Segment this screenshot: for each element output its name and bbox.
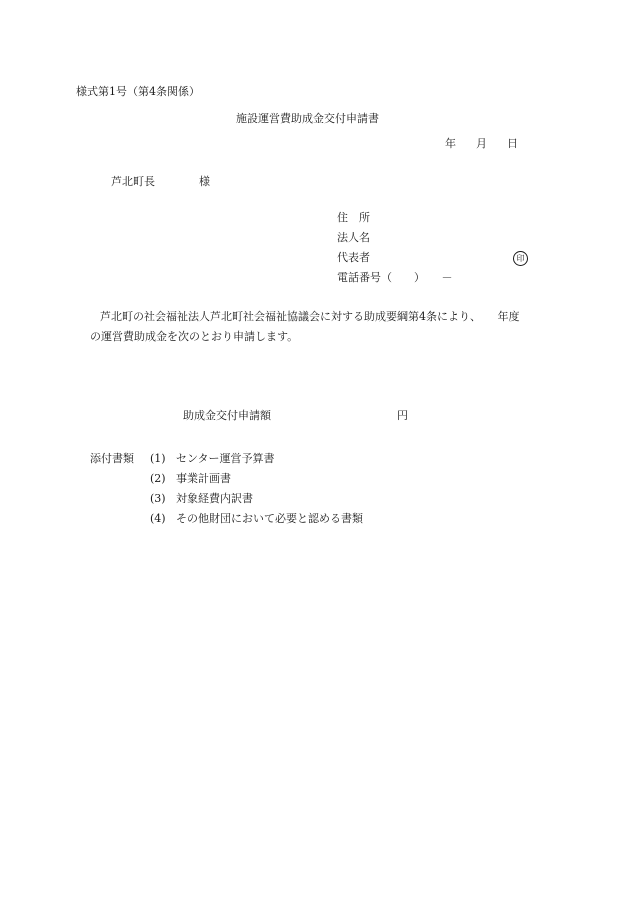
body-line-2: の運営費助成金を次のとおり申請します。 bbox=[90, 330, 299, 343]
phone-label: 電話番号（ ） － bbox=[337, 271, 453, 284]
attachment-text: その他財団において必要と認める書類 bbox=[176, 512, 363, 525]
attachment-text: 対象経費内訳書 bbox=[176, 492, 253, 505]
addressee-honorific: 様 bbox=[199, 175, 210, 188]
representative-label: 代表者 bbox=[337, 251, 370, 264]
amount-label: 助成金交付申請額 bbox=[183, 409, 271, 422]
attachment-number: (2) bbox=[150, 472, 166, 485]
attachment-item bbox=[150, 512, 363, 532]
attachment-item bbox=[150, 452, 363, 472]
seal-mark: 印 bbox=[513, 251, 528, 266]
attachments-list bbox=[150, 452, 363, 532]
date-month: 月 bbox=[476, 137, 487, 150]
attachment-item bbox=[150, 492, 363, 512]
amount-line bbox=[183, 409, 408, 423]
attachment-number: (3) bbox=[150, 492, 166, 505]
corporation-label: 法人名 bbox=[337, 231, 370, 244]
form-number: 様式第1号（第4条関係） bbox=[76, 85, 200, 98]
address-label: 住 所 bbox=[337, 211, 370, 224]
date-line bbox=[445, 137, 518, 151]
addressee bbox=[111, 175, 210, 189]
date-day: 日 bbox=[507, 137, 518, 150]
attachment-text: 事業計画書 bbox=[176, 472, 231, 485]
attachment-text: センター運営予算書 bbox=[176, 452, 275, 465]
applicant-block bbox=[337, 211, 453, 291]
attachments-label: 添付書類 bbox=[90, 452, 134, 465]
document-title: 施設運営費助成金交付申請書 bbox=[236, 112, 379, 125]
amount-unit: 円 bbox=[397, 409, 408, 422]
application-body bbox=[90, 307, 560, 347]
date-year: 年 bbox=[445, 137, 456, 150]
attachment-number: (4) bbox=[150, 512, 166, 525]
attachment-item bbox=[150, 472, 363, 492]
body-line-1: 芦北町の社会福祉法人芦北町社会福祉協議会に対する助成要綱第4条により、 年度 bbox=[100, 310, 520, 323]
addressee-name: 芦北町長 bbox=[111, 175, 155, 188]
attachment-number: (1) bbox=[150, 452, 166, 465]
